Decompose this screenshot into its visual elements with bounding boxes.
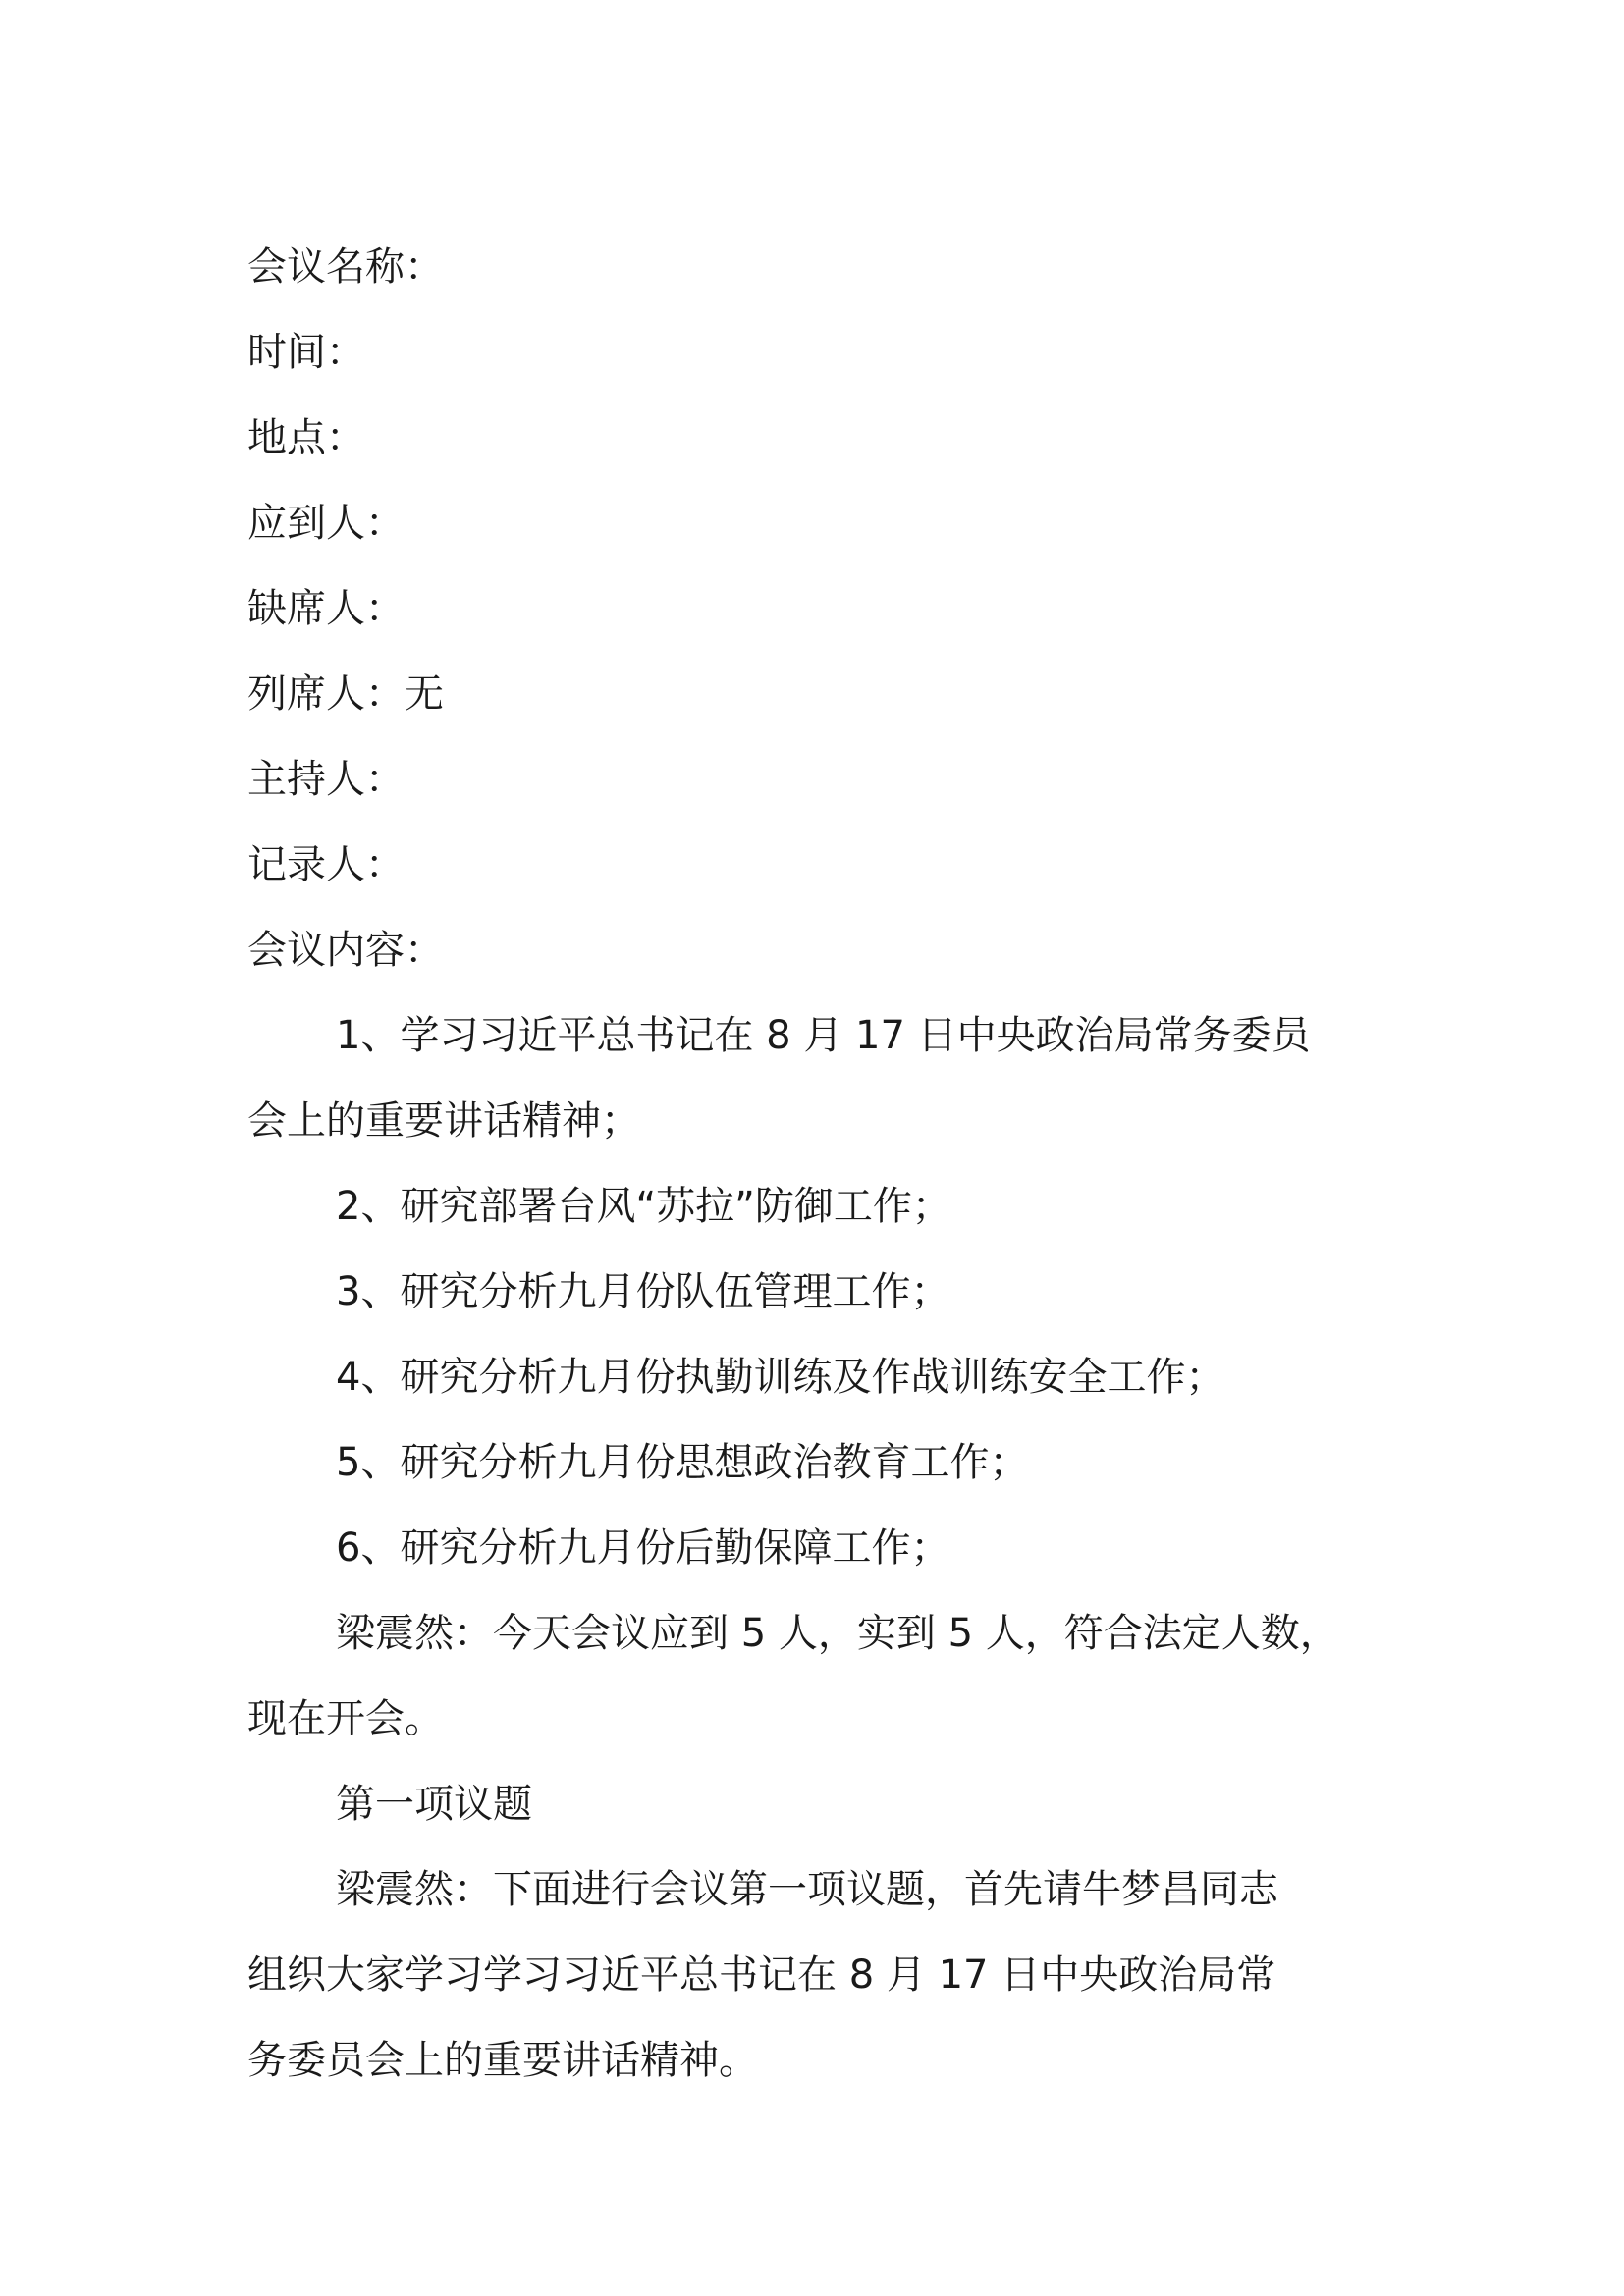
- agenda-item-2: 2、研究部署台风“苏拉”防御工作；: [336, 1184, 951, 1229]
- field-label: 会议内容：: [247, 928, 444, 973]
- expected-attendees-field: [247, 481, 1386, 566]
- body-paragraph-1-continued: 现在开会。: [247, 1696, 444, 1741]
- meeting-content-field: [247, 908, 1386, 993]
- document-page: [247, 225, 1386, 2104]
- field-value: 无: [405, 671, 444, 717]
- location-field: [247, 396, 1386, 481]
- field-label: 应到人：: [247, 501, 405, 546]
- agenda-item-6: 6、研究分析九月份后勤保障工作；: [336, 1525, 950, 1571]
- recorder-field: [247, 823, 1386, 908]
- field-label: 缺席人：: [247, 586, 405, 631]
- body-paragraph-2-end: 务委员会上的重要讲话精神。: [247, 2038, 758, 2083]
- field-label: 会议名称：: [247, 244, 444, 290]
- field-label: 主持人：: [247, 757, 405, 802]
- body-paragraph-2-continued: 组织大家学习学习习近平总书记在 8 月 17 日中央政治局常: [247, 1952, 1276, 1998]
- agenda-item-3: 3、研究分析九月份队伍管理工作；: [336, 1269, 950, 1314]
- field-label: 时间：: [247, 330, 365, 375]
- agenda-item-4: 4、研究分析九月份执勤训练及作战训练安全工作；: [336, 1355, 1225, 1400]
- agenda-item-1-continued: 会上的重要讲话精神；: [247, 1098, 640, 1144]
- field-label: 列席人：: [247, 671, 405, 717]
- host-field: [247, 737, 1386, 823]
- agenda-item-1: 1、学习习近平总书记在 8 月 17 日中央政治局常务委员: [336, 1013, 1311, 1058]
- field-label: 地点：: [247, 415, 365, 460]
- absentees-field: [247, 566, 1386, 652]
- body-paragraph-1: 梁震然：今天会议应到 5 人，实到 5 人，符合法定人数，: [336, 1611, 1339, 1656]
- agenda-item-5: 5、研究分析九月份思想政治教育工作；: [336, 1440, 1029, 1485]
- meeting-name-field: [247, 225, 1386, 310]
- section-heading: 第一项议题: [336, 1782, 532, 1827]
- body-paragraph-2: 梁震然：下面进行会议第一项议题，首先请牛梦昌同志: [336, 1867, 1278, 1912]
- time-field: [247, 310, 1386, 396]
- field-label: 记录人：: [247, 842, 405, 887]
- observers-field: [247, 652, 1386, 737]
